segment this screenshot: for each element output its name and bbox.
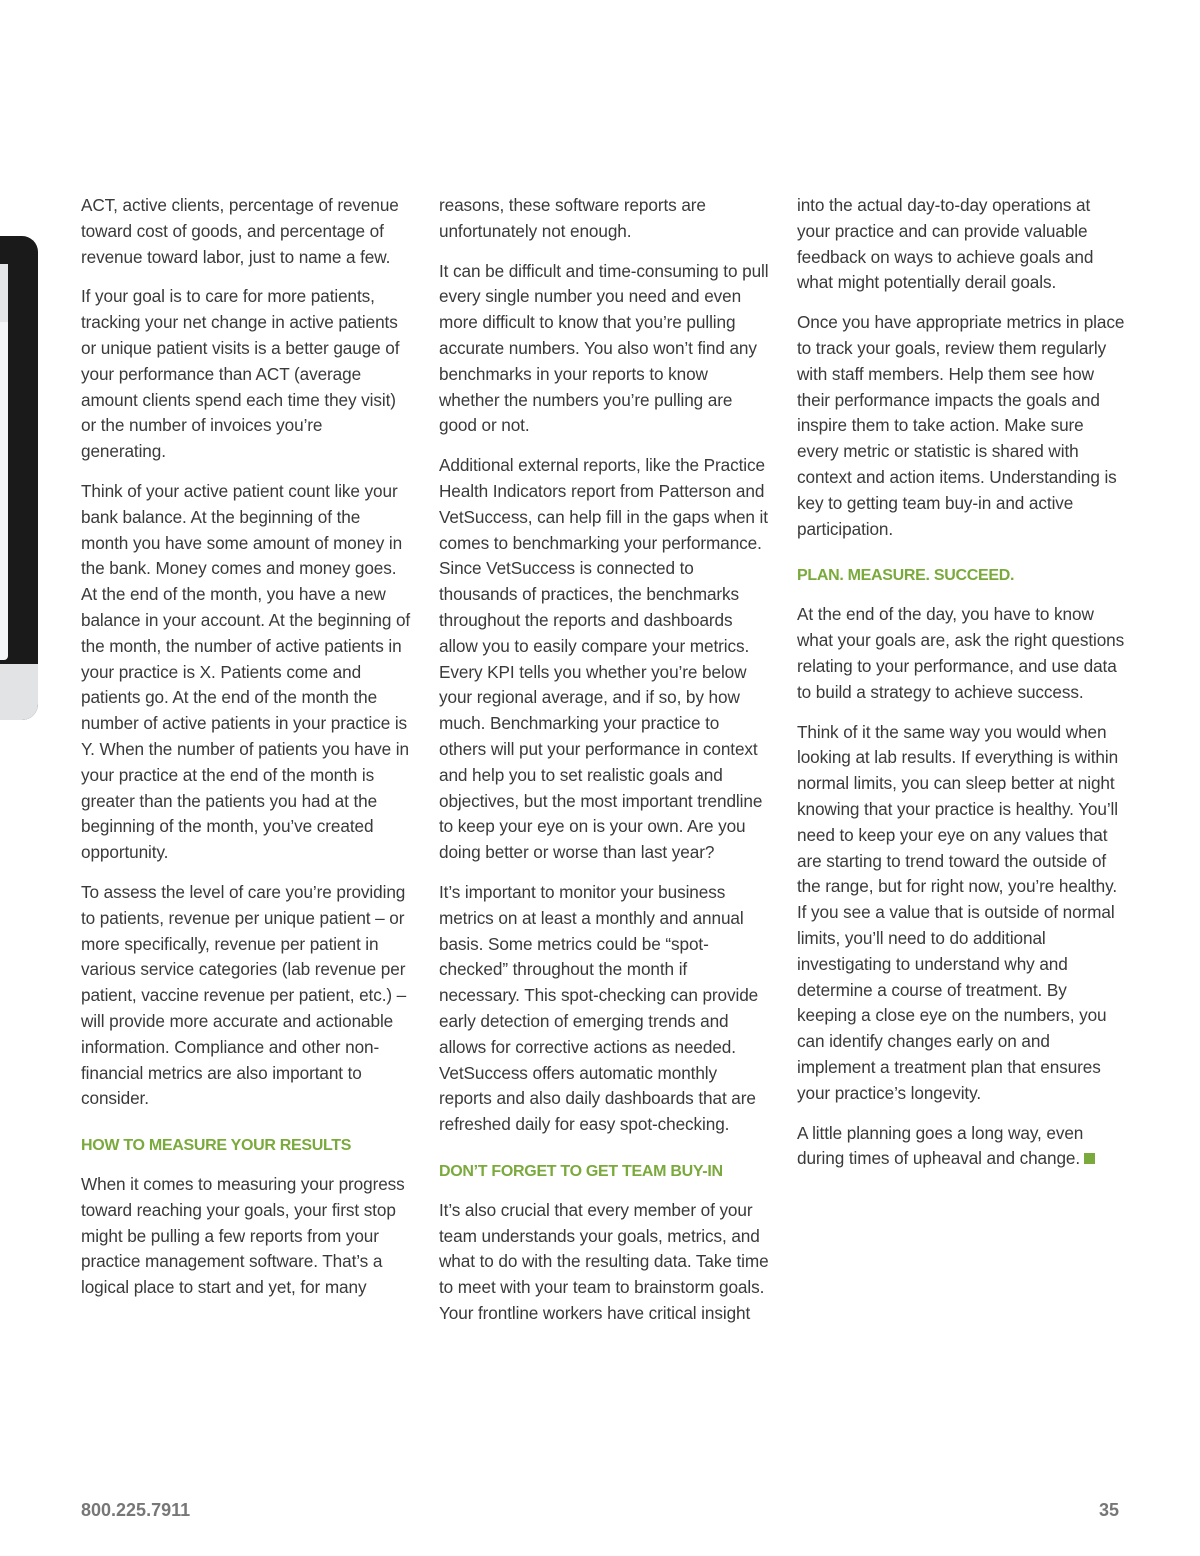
paragraph: If your goal is to care for more patients, tracking your net change in active patients or unique patient visits is a better gauge of your performance than ACT (average amount clients spend each time they visit) or the number of invoices you’re generating. (81, 286, 400, 462)
paragraph: Once you have appropriate metrics in place to track your goals, review them regularly with staff members. Help them see how their performance impacts the goals and inspire them to take action. Make sure every metric or statistic is shared with context and action items. Understanding is key to getting team buy-in and active participation. (797, 312, 1125, 539)
page-number: 35 (1098, 1500, 1119, 1520)
device-screen (0, 264, 8, 660)
device-image-edge (0, 236, 38, 720)
paragraph: At the end of the day, you have to know what your goals are, ask the right questions relating to your performance, and use data to build a strategy to achieve success. (797, 604, 1125, 702)
paragraph: It’s also crucial that every member of your team understands your goals, metrics, and what to do with the resulting data. Take time to meet with your team to brainstorm goals. Your frontline workers have critical insight (439, 1199, 769, 1324)
paragraph: To assess the level of care you’re providing to patients, revenue per unique patient – or more specifically, revenue per patient in various service categories (lab revenue per patient, vaccine revenue per patient, etc.) – will provide more accurate and actionable information. Compliance and other non-financial metrics are also important to consider. (81, 881, 407, 1109)
paragraph: When it comes to measuring your progress toward reaching your goals, your first stop might be pulling a few reports from your practice management software. That’s a logical place to start and yet, for many (81, 1174, 405, 1298)
paragraph-final (797, 1121, 1127, 1173)
paragraph-text: A little planning goes a long way, even during times of upheaval and change. (797, 1122, 1084, 1169)
paragraph: into the actual day-to-day operations at your practice and can provide valuable feedback on ways to achieve goals and what might potentially derail goals. (797, 195, 1094, 293)
paragraph: ACT, active clients, percentage of revenue toward cost of goods, and percentage of revenue toward labor, just to name a few. (81, 195, 399, 267)
section-heading: PLAN. MEASURE. SUCCEED. (797, 567, 1015, 585)
article-column-1 (81, 193, 411, 1315)
article-column-2 (439, 193, 769, 1341)
paragraph: Think of your active patient count like your bank balance. At the beginning of the month you have some amount of money in the bank. Money comes and money goes. At the end of the month, you have a new balance in your account. At the beginning of the month, the number of active patients in your practice is X. Patients come and patients go. At the end of the month the number of active patients in your practice is Y. When the number of patients you have in your practice at the end of the month is greater than the patients you had at the beginning of the month, you’ve created opportunity. (81, 480, 411, 863)
article-column-3 (797, 193, 1127, 1186)
section-heading: HOW TO MEASURE YOUR RESULTS (81, 1137, 352, 1155)
paragraph: Think of it the same way you would when looking at lab results. If everything is within normal limits, you can sleep better at night knowing that your practice is healthy. You’ll need to keep your eye on any values that are starting to trend toward the outside of the range, but for right now, you’re healthy. If you see a value that is outside of normal limits, you’ll need to do additional investigating to understand why and determine a course of treatment. By keeping a close eye on the numbers, you can identify changes early on and implement a treatment plan that ensures your practice’s longevity. (797, 721, 1119, 1103)
footer-phone-number: 800.225.7911 (81, 1500, 191, 1520)
section-heading: DON’T FORGET TO GET TEAM BUY-IN (439, 1162, 723, 1180)
device-chin (0, 664, 38, 720)
paragraph: reasons, these software reports are unfortunately not enough. (439, 195, 706, 241)
paragraph: It’s important to monitor your business metrics on at least a monthly and annual basis. Some metrics could be “spot-checked” throughout the month if necessary. This spot-checking can provide early detection of emerging trends and allows for corrective actions as needed. VetSuccess offers automatic monthly reports and also daily dashboards that are refreshed daily for easy spot-checking. (439, 881, 759, 1135)
paragraph: Additional external reports, like the Practice Health Indicators report from Patterson and VetSuccess, can help fill in the gaps when it comes to benchmarking your performance. Since VetSuccess is connected to thousands of practices, the benchmarks throughout the reports and dashboards allow you to easily compare your metrics. Every KPI tells you whether you’re below your regional average, and if so, by how much. Benchmarking your practice to others will put your performance in context and help you to set realistic goals and objectives, but the most important trendline to keep your eye on is your own. Are you doing better or worse than last year? (439, 455, 768, 863)
end-of-article-mark (1084, 1153, 1095, 1164)
paragraph: It can be difficult and time-consuming to pull every single number you need and even more difficult to know that you’re pulling accurate numbers. You also won’t find any benchmarks in your reports to know whether the numbers you’re pulling are good or not. (439, 260, 769, 436)
